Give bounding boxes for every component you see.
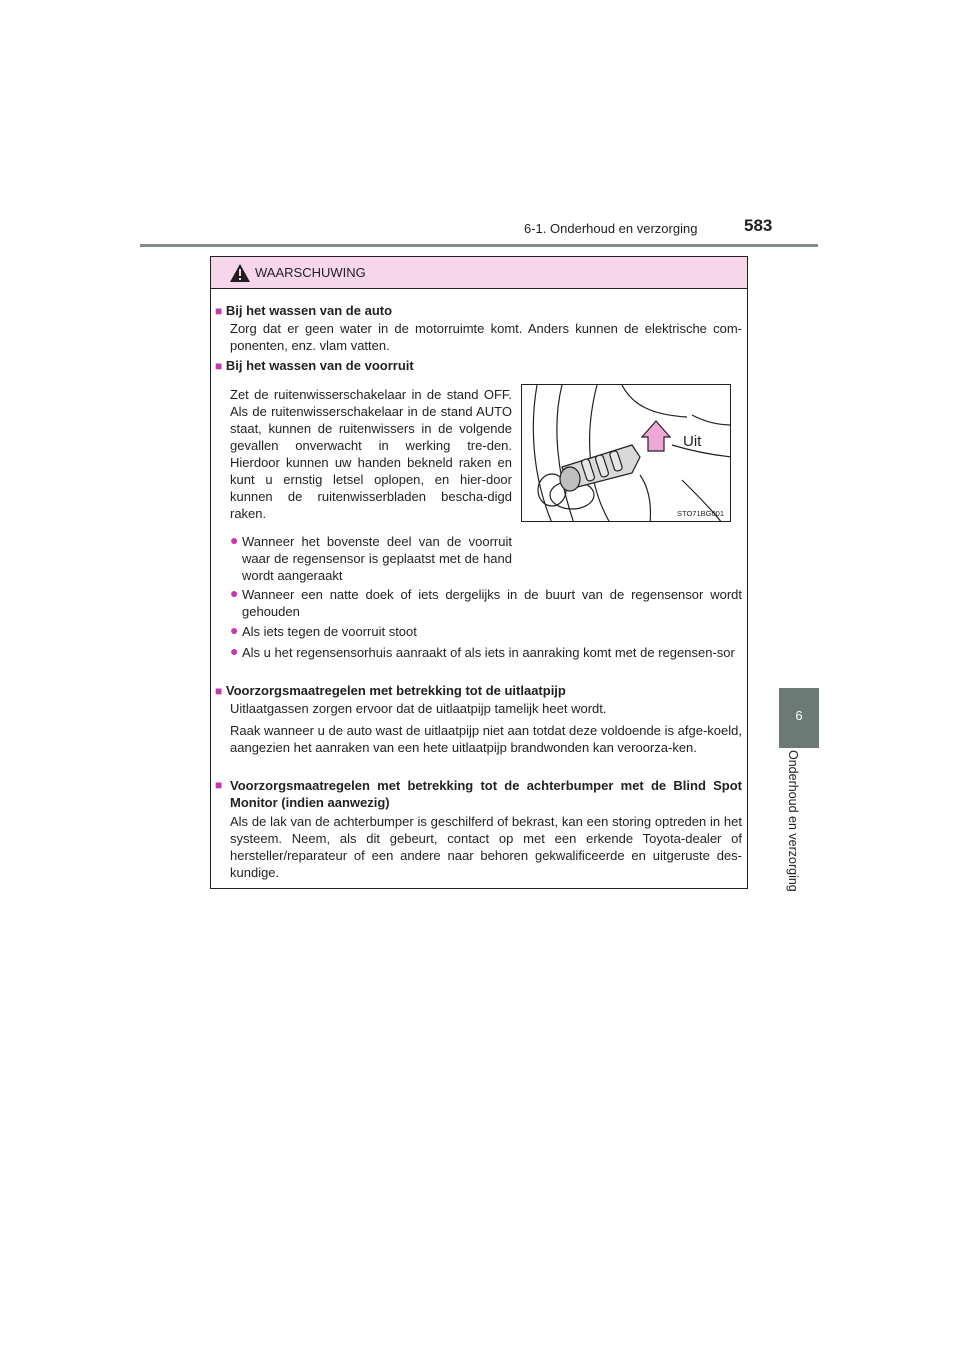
section-heading-text: Bij het wassen van de voorruit — [225, 358, 414, 373]
section-heading-text: Voorzorgsmaatregelen met betrekking tot de uitlaatpijp — [225, 683, 566, 698]
square-bullet: ■ — [215, 684, 223, 698]
wiper-switch-illustration — [521, 384, 731, 522]
warning-triangle-icon — [229, 263, 251, 283]
list-item — [230, 533, 512, 584]
section-text: Als de lak van de achterbumper is geschilferd of bekrast, kan een storing optreden in het systeem. Neem, als dit gebeurt, contact op met een erkende Toyota-dealer of hersteller/reparateur of een andere naar behoren gekwalificeerde en uitgeruste des-kundige. — [230, 814, 742, 880]
figure-code: STO71BG001 — [677, 509, 724, 518]
section-text: Raak wanneer u de auto wast de uitlaatpijp niet aan totdat deze voldoende is afge-koeld, aangezien het aanraken van een hete uitlaatpijp brandwonden kan veroorza-ken. — [230, 723, 742, 755]
list-item-text: Als u het regensensorhuis aanraakt of als iets in aanraking komt met de regensen-sor — [242, 645, 735, 660]
section-title: 6-1. Onderhoud en verzorging — [524, 221, 698, 236]
section-text: Uitlaatgassen zorgen ervoor dat de uitlaatpijp tamelijk heet wordt. — [230, 701, 607, 716]
square-bullet: ■ — [215, 304, 223, 318]
dot-bullet: ● — [230, 532, 239, 548]
up-arrow-icon — [642, 421, 670, 451]
dot-bullet: ● — [230, 585, 239, 601]
chapter-title: Onderhoud en verzorging — [786, 750, 800, 892]
warning-title: WAARSCHUWING — [255, 265, 366, 280]
chapter-title-vertical — [786, 750, 806, 910]
wiper-lever-drawing — [522, 385, 731, 522]
section-heading-car-wash — [215, 302, 392, 320]
list-item — [230, 586, 742, 620]
section-text: Zet de ruitenwisserschakelaar in de stand OFF. Als de ruitenwisserschakelaar in de stand AUTO staat, kunnen de ruitenwissers in de volgende gevallen onverwacht in werking tre-den. Hierdoor kunnen uw handen bekneld raken en kunt u ernstig letsel oplopen, en hier-door kunnen de ruitenwisserbladen bescha-digd raken. — [230, 387, 512, 521]
page-number: 583 — [744, 216, 773, 235]
section-heading-bumper — [215, 777, 742, 811]
list-item-text: Wanneer het bovenste deel van de voorruit waar de regensensor is geplaatst met de hand wordt aangeraakt — [242, 534, 512, 583]
section-heading-text: Voorzorgsmaatregelen met betrekking tot de achterbumper met de Blind Spot Monitor (indien aanwezig) — [230, 778, 742, 810]
list-item-text: Wanneer een natte doek of iets dergelijks in de buurt van de regensensor wordt gehouden — [242, 587, 742, 619]
list-item — [230, 644, 742, 661]
dot-bullet: ● — [230, 622, 239, 638]
section-heading-text: Bij het wassen van de auto — [225, 303, 393, 318]
section-text: Zorg dat er geen water in de motorruimte komt. Anders kunnen de elektrische com-ponenten, enz. vlam vatten. — [230, 321, 742, 353]
section-heading-windshield — [215, 357, 414, 375]
warning-header — [211, 257, 747, 289]
header-divider — [140, 244, 818, 247]
square-bullet: ■ — [215, 778, 223, 792]
figure-label-off: Uit — [683, 433, 702, 450]
chapter-number: 6 — [795, 708, 803, 723]
list-item-text: Als iets tegen de voorruit stoot — [242, 624, 417, 639]
list-item — [230, 623, 742, 640]
square-bullet: ■ — [215, 359, 223, 373]
section-heading-exhaust — [215, 682, 566, 700]
dot-bullet: ● — [230, 643, 239, 659]
